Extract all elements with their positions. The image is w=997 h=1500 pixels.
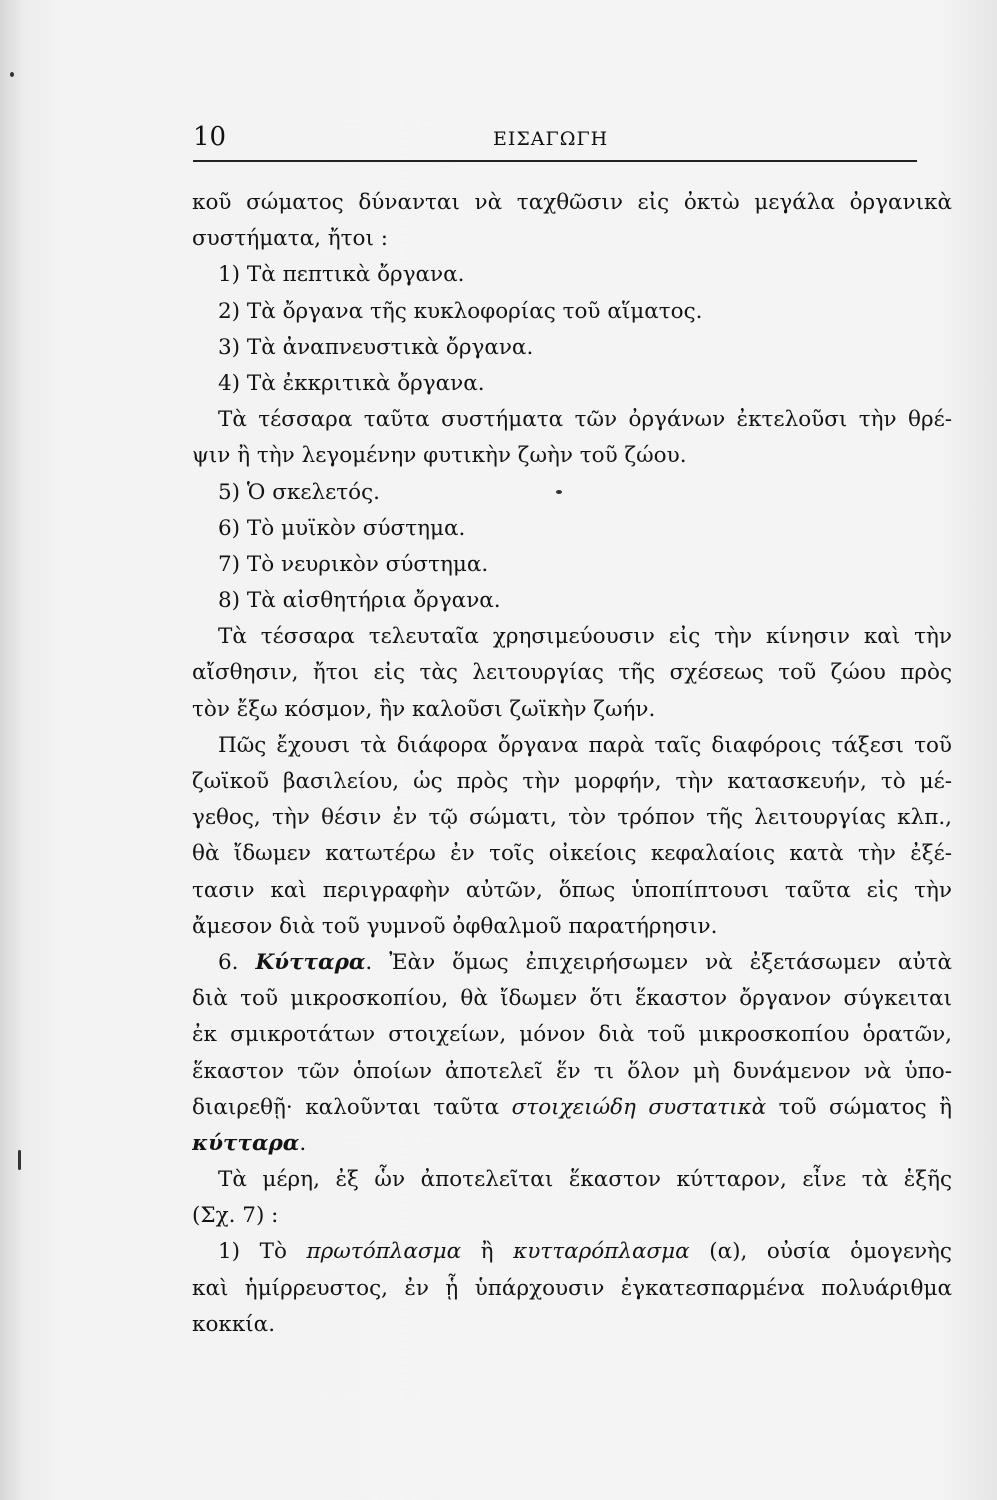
ink-speck [18, 1150, 21, 1170]
italic-term: πρωτόπλασμα [306, 1239, 462, 1265]
list-item: 7) Τὸ νευρικὸν σύστημα. [218, 551, 489, 577]
text-line: τασιν καὶ περιγραφὴν αὐτῶν, ὅπως ὑποπίπτουσι ταῦτα εἰς τὴν [192, 877, 952, 903]
page-number: 10 [193, 122, 227, 152]
text-run: ἢ [461, 1239, 514, 1265]
list-item: 5) Ὁ σκελετός. [218, 479, 380, 505]
text-line [192, 1126, 952, 1162]
text-line: γεθος, τὴν θέσιν ἐν τῷ σώματι, τὸν τρόπον τῆς λειτουργίας κλπ., [192, 805, 952, 831]
text-line: αἴσθησιν, ἤτοι εἰς τὰς λειτουργίας τῆς σχέσεως τοῦ ζώου πρὸς [192, 660, 952, 686]
text-line: τὸν ἔξω κόσμον, ἣν καλοῦσι ζωϊκὴν ζωήν. [192, 696, 656, 722]
text-line: θὰ ἴδωμεν κατωτέρω ἐν τοῖς οἰκείοις κεφαλαίοις κατὰ τὴν ἐξέ- [192, 841, 952, 867]
list-item: 4) Τὰ ἐκκριτικὰ ὄργανα. [218, 370, 485, 396]
list-item [192, 1234, 952, 1270]
text-run: 1) Τὸ [218, 1239, 307, 1265]
section-title: Κύτταρα [255, 949, 366, 975]
section-heading-line [192, 945, 952, 981]
text-line: Τὰ τέσσαρα ταῦτα συστήματα τῶν ὀργάνων ἐκτελοῦσι τὴν θρέ- [218, 407, 952, 433]
bold-term: κύτταρα [192, 1130, 300, 1156]
text-run: (α), οὐσία ὁμογενὴς [689, 1239, 952, 1265]
section-number: 6. [218, 949, 239, 975]
text-line: ἐκ σμικροτάτων στοιχείων, μόνον διὰ τοῦ μικροσκοπίου ὁρατῶν, [192, 1022, 952, 1048]
page-header [193, 118, 917, 158]
ink-speck [10, 72, 14, 77]
text-line: διὰ τοῦ μικροσκοπίου, θὰ ἴδωμεν ὅτι ἕκαστον ὄργανον σύγκειται [192, 986, 952, 1012]
text-run: διαιρεθῇ· καλοῦνται ταῦτα [192, 1094, 512, 1120]
text-line: ζωϊκοῦ βασιλείου, ὡς πρὸς τὴν μορφήν, τὴν κατασκευήν, τὸ μέ- [192, 769, 952, 794]
text-line: καὶ ἡμίρρευστος, ἐν ᾗ ὑπάρχουσιν ἐγκατεσπαρμένα πολυάριθμα [192, 1275, 952, 1301]
text-line: Πῶς ἔχουσι τὰ διάφορα ὄργανα παρὰ ταῖς διαφόροις τάξεσι τοῦ [218, 732, 952, 758]
text-line: κοκκία. [192, 1311, 276, 1337]
text-run: τοῦ σώματος ἢ [766, 1094, 952, 1120]
text-run: . [299, 1130, 307, 1156]
list-item: 6) Τὸ μυϊκὸν σύστημα. [218, 515, 466, 541]
text-line: συστήματα, ἤτοι : [192, 226, 388, 252]
text-line [192, 1090, 952, 1126]
text-line: (Σχ. 7) : [192, 1203, 279, 1229]
text-line: Τὰ μέρη, ἐξ ὧν ἀποτελεῖται ἕκαστον κύτταρον, εἶνε τὰ ἑξῆς [218, 1167, 952, 1193]
running-title: ΕΙΣΑΓΩΓΗ [493, 128, 609, 150]
text-line: κοῦ σώματος δύνανται νὰ ταχθῶσιν εἰς ὀκτὼ μεγάλα ὀργανικὰ [192, 190, 952, 215]
list-item: 8) Τὰ αἰσθητήρια ὄργανα. [218, 588, 501, 614]
text-line: ψιν ἢ τὴν λεγομένην φυτικὴν ζωὴν τοῦ ζώου. [192, 443, 687, 469]
list-item: 2) Τὰ ὄργανα τῆς κυκλοφορίας τοῦ αἵματος. [218, 298, 703, 324]
text-line: ἕκαστον τῶν ὁποίων ἀποτελεῖ ἕν τι ὅλον μὴ δυνάμενον νὰ ὑπο- [192, 1058, 952, 1084]
italic-term: κυτταρόπλασμα [513, 1239, 690, 1265]
list-item: 1) Τὰ πεπτικὰ ὄργανα. [218, 262, 465, 288]
header-rule [193, 160, 917, 162]
list-item: 3) Τὰ ἀναπνευστικὰ ὄργανα. [218, 334, 534, 360]
text-run: . Ἐὰν ὅμως ἐπιχειρήσωμεν νὰ ἐξετάσωμεν αὐτὰ [365, 949, 952, 975]
text-line: Τὰ τέσσαρα τελευταῖα χρησιμεύουσιν εἰς τὴν κίνησιν καὶ τὴν [218, 624, 952, 650]
italic-term: στοιχειώδη συστατικὰ [511, 1094, 767, 1120]
text-line: ἄμεσον διὰ τοῦ γυμνοῦ ὀφθαλμοῦ παρατήρησιν. [192, 913, 718, 939]
body-text [192, 185, 952, 1343]
